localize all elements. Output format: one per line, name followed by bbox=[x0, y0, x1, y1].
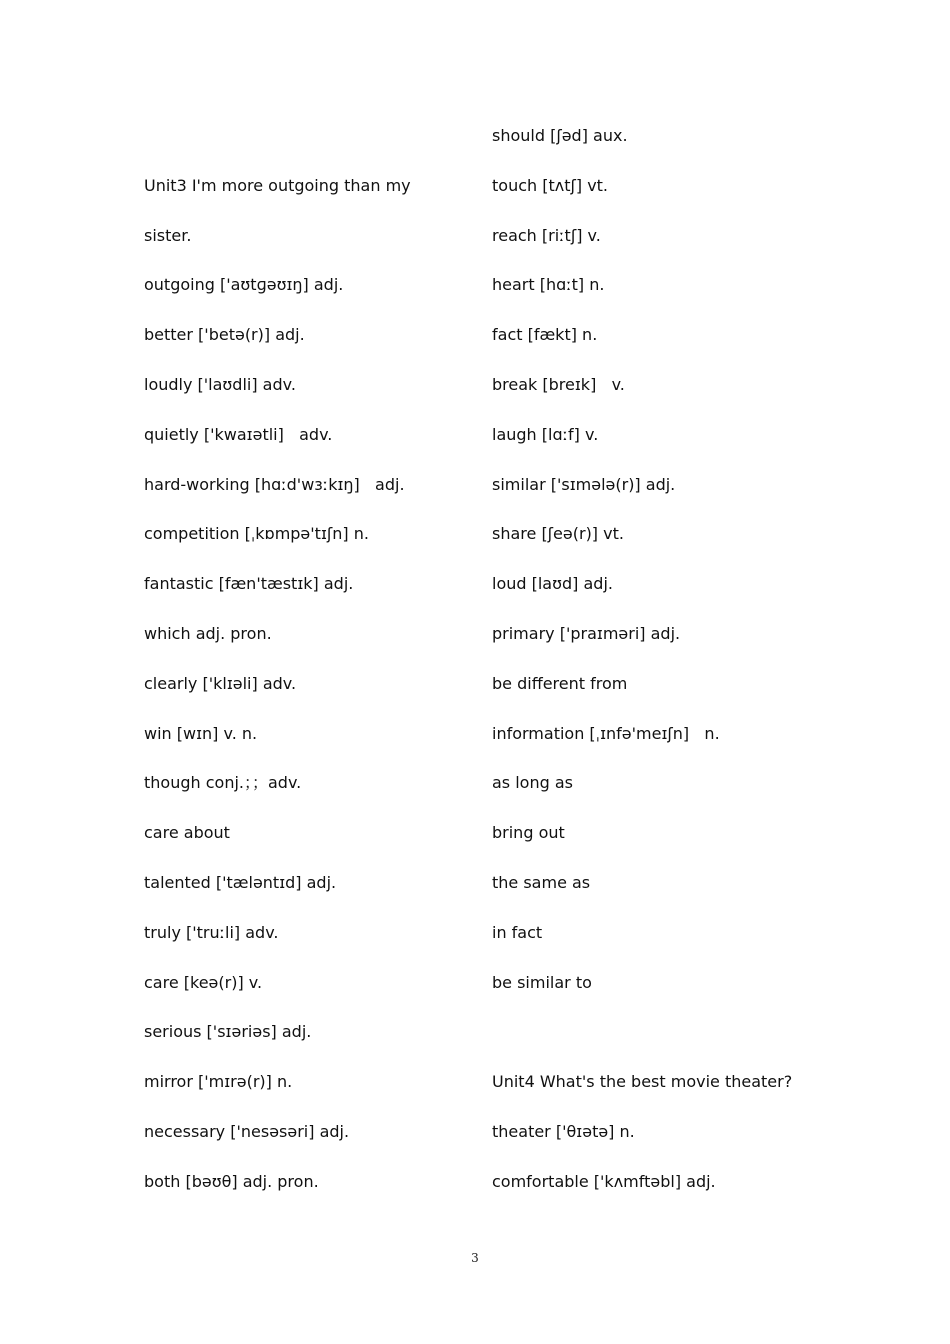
left-column bbox=[144, 124, 484, 1220]
vocab-entry: care [keə(r)] v. bbox=[144, 972, 263, 992]
vocab-entry: theater ['θɪətə] n. bbox=[492, 1121, 635, 1141]
vocab-entry: laugh [lɑːf] v. bbox=[492, 424, 599, 444]
vocab-entry: bring out bbox=[492, 823, 565, 843]
vocab-entry: better ['betə(r)] adj. bbox=[144, 325, 305, 345]
vocab-entry: be different from bbox=[492, 673, 628, 693]
vocab-entry: should [ʃəd] aux. bbox=[492, 126, 628, 145]
vocab-entry: primary ['praɪməri] adj. bbox=[492, 623, 681, 643]
vocab-entry: competition [ˌkɒmpə'tɪʃn] n. bbox=[144, 524, 369, 544]
unit4-heading: Unit4 What's the best movie theater? bbox=[492, 1072, 793, 1092]
right-column bbox=[492, 124, 832, 1220]
vocab-entry: necessary ['nesəsəri] adj. bbox=[144, 1121, 350, 1141]
vocab-entry: both [bəʊθ] adj. pron. bbox=[144, 1171, 319, 1191]
vocab-entry: be similar to bbox=[492, 972, 592, 992]
blank-line bbox=[492, 1020, 832, 1070]
vocab-entry: fantastic [fæn'tæstɪk] adj. bbox=[144, 574, 354, 594]
vocab-entry: similar ['sɪmələ(r)] adj. bbox=[492, 474, 676, 494]
page-number: 3 bbox=[471, 1251, 479, 1265]
vocab-entry: quietly ['kwaɪətli] adv. bbox=[144, 424, 333, 444]
vocab-entry: which adj. pron. bbox=[144, 623, 272, 643]
vocab-entry: comfortable ['kʌmftəbl] adj. bbox=[492, 1171, 716, 1191]
vocab-entry: as long as bbox=[492, 773, 573, 793]
vocab-entry: mirror ['mɪrə(r)] n. bbox=[144, 1072, 293, 1092]
vocab-entry: serious ['sɪəriəs] adj. bbox=[144, 1022, 312, 1042]
vocab-entry: clearly ['klɪəli] adv. bbox=[144, 673, 297, 693]
vocab-entry: break [breɪk] v. bbox=[492, 374, 625, 394]
vocab-entry: the same as bbox=[492, 872, 591, 892]
vocab-entry: reach [riːtʃ] v. bbox=[492, 225, 601, 245]
vocab-entry: share [ʃeə(r)] vt. bbox=[492, 524, 624, 544]
vocab-entry: touch [tʌtʃ] vt. bbox=[492, 175, 609, 195]
vocab-entry: heart [hɑːt] n. bbox=[492, 275, 605, 295]
vocab-entry: information [ˌɪnfə'meɪʃn] n. bbox=[492, 723, 720, 743]
vocab-entry: though conj.；；adv. bbox=[144, 773, 302, 793]
vocab-entry: care about bbox=[144, 823, 230, 843]
vocab-entry: fact [fækt] n. bbox=[492, 325, 598, 345]
left-line bbox=[144, 124, 484, 174]
unit3-heading-line2: sister. bbox=[144, 225, 192, 245]
vocab-entry: talented ['tæləntɪd] adj. bbox=[144, 872, 337, 892]
vocab-entry: win [wɪn] v. n. bbox=[144, 723, 258, 743]
vocab-entry: hard-working [hɑːd'wɜːkɪŋ] adj. bbox=[144, 474, 405, 494]
vocab-entry: truly ['truːli] adv. bbox=[144, 922, 279, 942]
vocab-entry: outgoing ['aʊtɡəʊɪŋ] adj. bbox=[144, 275, 344, 295]
vocab-entry: in fact bbox=[492, 922, 543, 942]
vocab-entry: loudly ['laʊdli] adv. bbox=[144, 374, 296, 394]
vocab-entry: loud [laʊd] adj. bbox=[492, 574, 613, 594]
unit3-heading-line1: Unit3 I'm more outgoing than my bbox=[144, 175, 411, 195]
